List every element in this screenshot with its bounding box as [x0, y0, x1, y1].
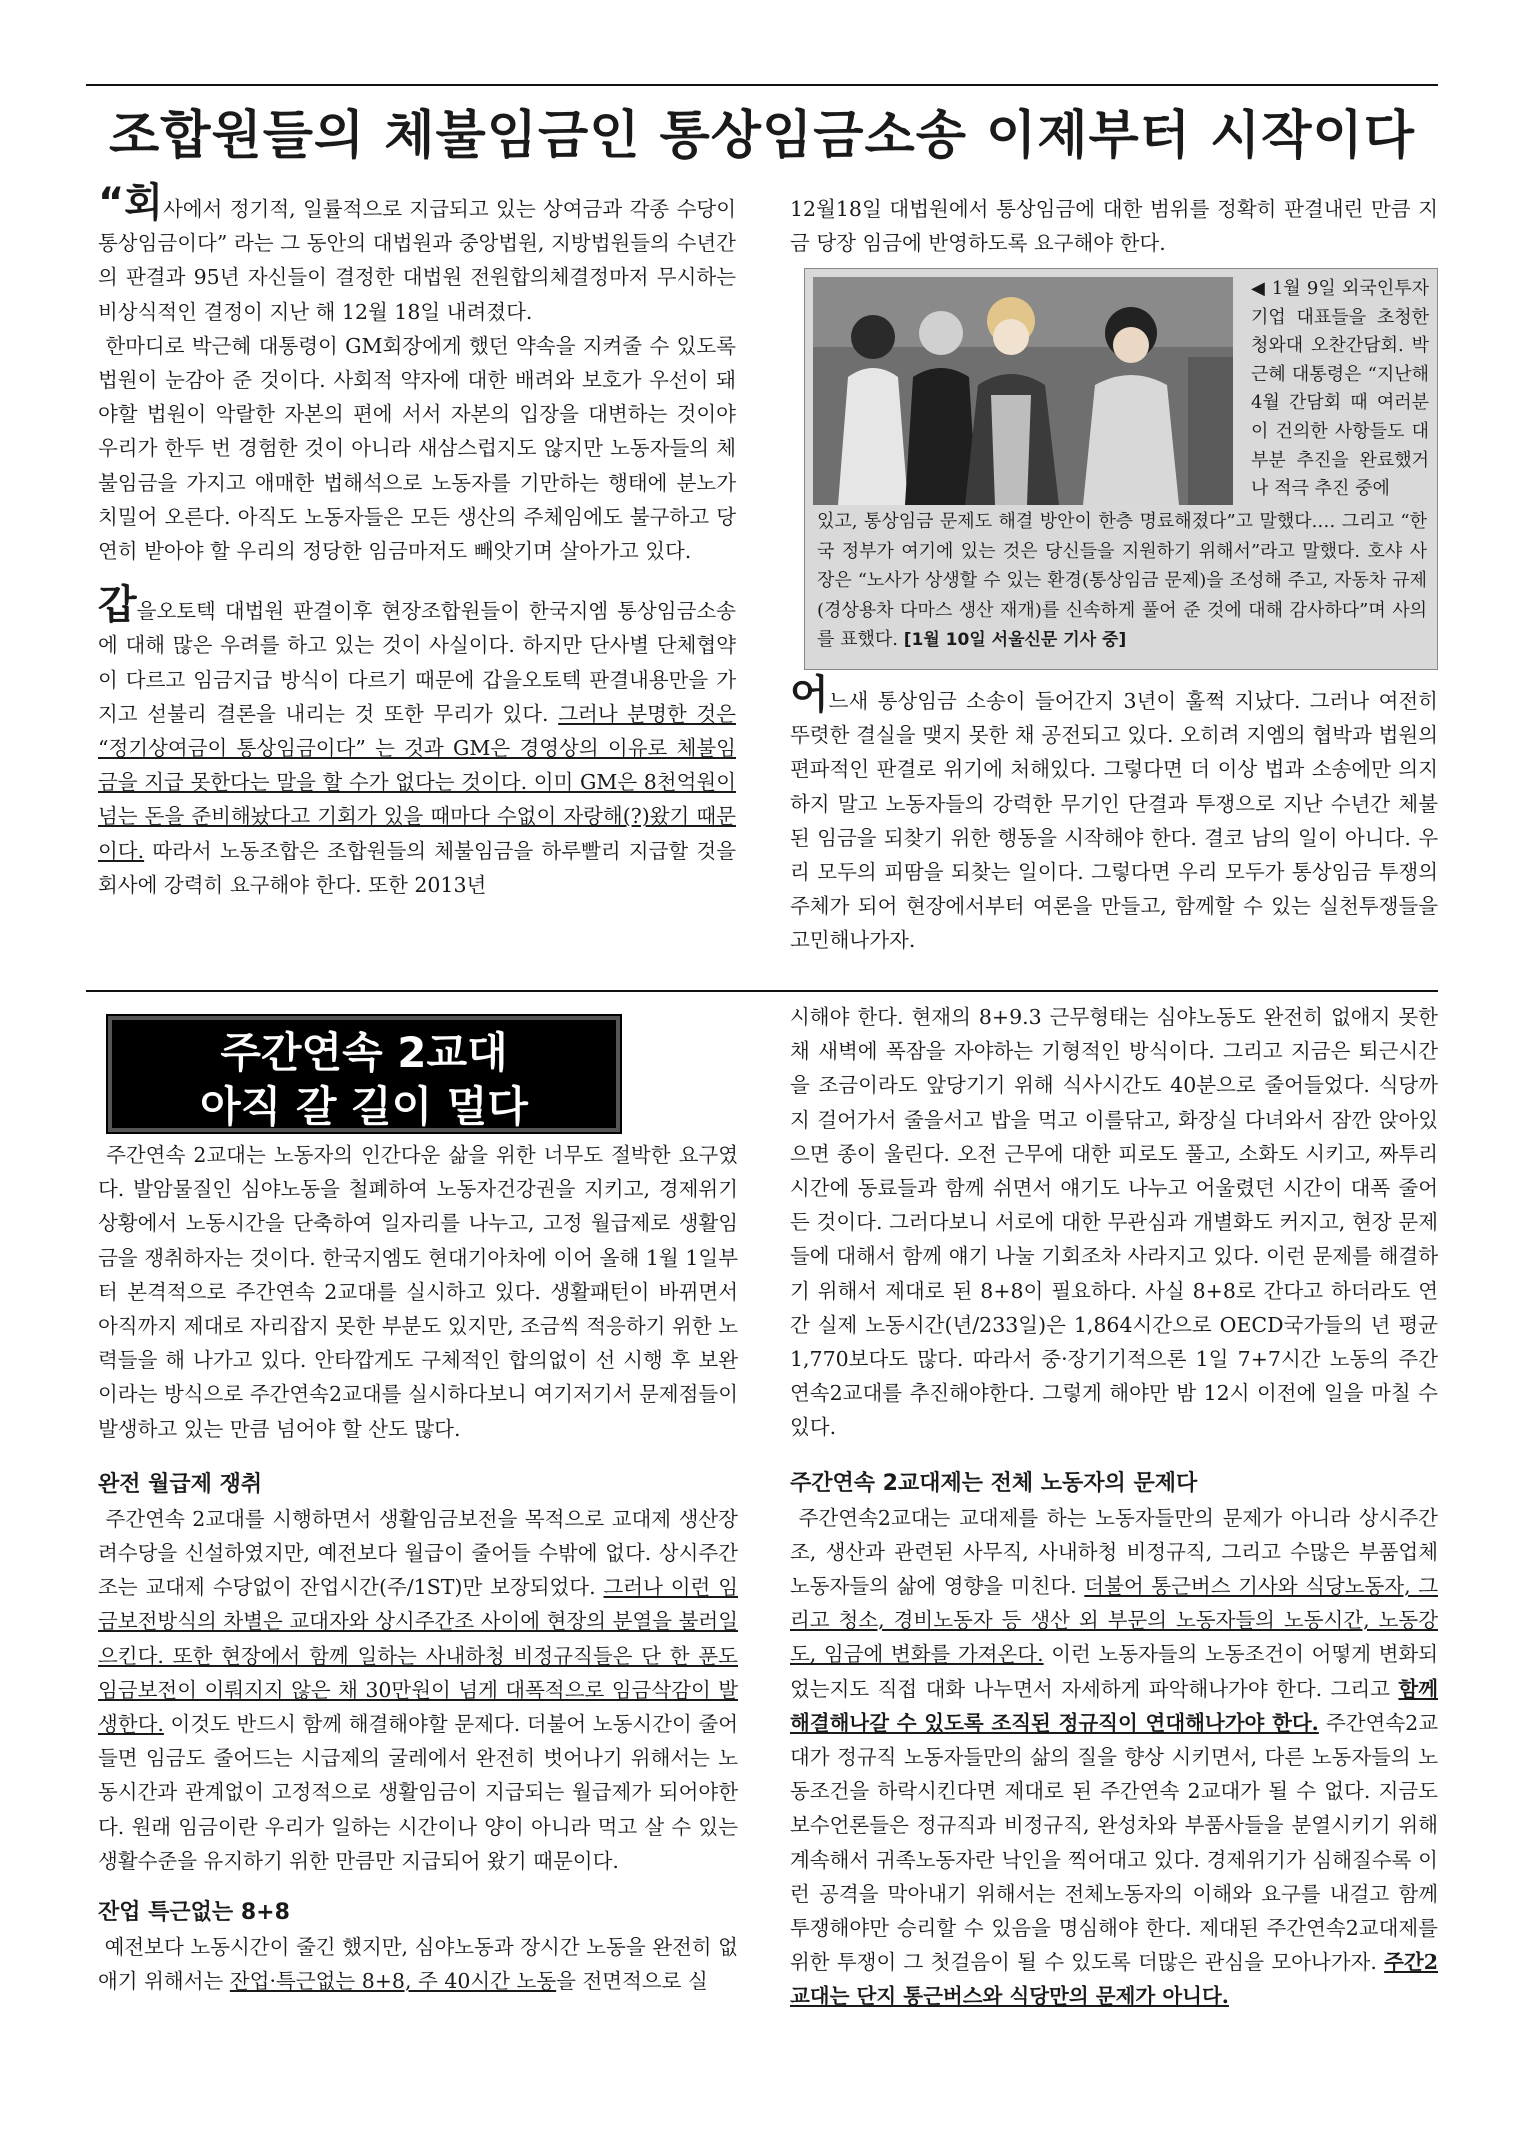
paragraph-text: 사에서 정기적, 일률적으로 지급되고 있는 상여금과 각종 수당이 통상임금이다” 라는 그 동안의 대법원과 중앙법원, 지방법원들의 수년간의 판결과 95년 자신들이 결정한 대법원 전원합의체결정마저 무시하는 비상식적인 결정이 지난 해 12월 18일 내려졌다. — [98, 197, 736, 324]
paragraph-text: 을오토텍 대법원 판결이후 현장조합원들이 한국지엠 통상임금소송에 대해 많은 우려를 하고 있는 것이 사실이다. 하지만 단사별 단체협약이 다르고 임금지급 방식이 다르기 때문에 갑을오토텍 판결내용만을 가지고 섣불리 결론을 내리는 것 또한 무리가 있다. — [98, 599, 736, 726]
paragraph — [98, 1138, 738, 1446]
underlined-bold-text: 주간2교대는 단지 통근버스와 식당만의 문제가 아니다. — [790, 1950, 1438, 2009]
paragraph-text: 주간연속 2교대는 노동자의 인간다운 삶을 위한 너무도 절박한 요구였다. 발암물질인 심야노동을 철폐하여 노동자건강권을 지키고, 경제위기 상황에서 노동시간을 단축하여 일자리를 나누고, 고정 월급제로 생활임금을 쟁취하자는 것이다. 한국지엠도 현대기아차에 이어 올해 1월 1일부터 본격적으로 주간연속 2교대를 실시하고 있다. 생활패턴이 바뀌면서 아직까지 제대로 자리잡지 못한 부분도 있지만, 조금씩 적응하기 위한 노력들을 해 나가고 있다. 안타깝게도 구체적인 합의없이 선 시행 후 보완이라는 방식으로 주간연속2교대를 실시하다보니 여기저기서 문제점들이 발생하고 있는 만큼 넘어야 할 산도 많다. — [98, 1143, 738, 1441]
paragraph — [98, 329, 736, 568]
paragraph — [790, 1501, 1438, 2014]
underlined-text: 그러나 이런 임금보전방식의 차별은 교대자와 상시주간조 사이에 현장의 분열을 불러일으킨다. 또한 현장에서 함께 일하는 사내하청 비정규직들은 단 한 푼도 임금보전이 이뤄지지 않은 채 30만원이 넘게 대폭적으로 임금삭감이 발생한다. — [98, 1575, 738, 1737]
news-photo — [813, 277, 1233, 505]
paragraph-text: 이런 노동자들의 노동조건이 어떻게 변화되었는지도 직접 대화 나누면서 자세하게 파악해나가야 한다. 그리고 — [790, 1642, 1438, 1701]
subheading: 완전 월급제 쟁취 — [98, 1471, 263, 1497]
paragraph-text: 따라서 노동조합은 조합원들의 체불임금을 하루빨리 지급할 것을 회사에 강력히 요구해야 한다. 또한 2013년 — [98, 838, 736, 897]
paragraph-text: 예전보다 노동시간이 줄긴 했지만, 심야노동과 장시간 노동을 완전히 없애기 위해서는 — [98, 1935, 738, 1994]
paragraph-text: 한마디로 박근혜 대통령이 GM회장에게 했던 약속을 지켜줄 수 있도록 법원이 눈감아 준 것이다. 사회적 약자에 대한 배려와 보호가 우선이 돼야할 법원이 악랄한 자본의 편에 서서 자본의 입장을 대변하는 것이야 우리가 한두 번 경험한 것이 아니라 새삼스럽지도 않지만 노동자들의 체불임금을 가지고 애매한 법해석으로 노동자를 기만하는 행태에 분노가 치밀어 오른다. 아직도 노동자들은 모든 생산의 주체임에도 불구하고 당연히 받아야 할 우리의 정당한 임금마저도 빼앗기며 살아가고 있다. — [98, 333, 736, 564]
article-top-left — [98, 180, 736, 902]
top-rule — [86, 84, 1438, 86]
article-top-right-2 — [790, 672, 1438, 958]
paragraph — [98, 180, 736, 329]
drop-cap: 어 — [790, 672, 829, 718]
underlined-bold-text: 함께 해결해나갈 수 있도록 조직된 정규직이 연대해나가야 한다. — [790, 1676, 1438, 1735]
middle-rule — [86, 990, 1438, 992]
underlined-text: 그러나 분명한 것은 “정기상여금이 통상임금이다” 는 것과 GM은 경영상의 이유로 체불임금을 지급 못한다는 말을 할 수가 없다는 것이다. 이미 GM은 8천억원이 넘는 돈을 준비해놨다고 기회가 있을 때마다 수없이 자랑해(?)왔기 때문이다. — [98, 701, 736, 863]
paragraph-text: 을 전면적으로 실 — [556, 1969, 708, 1994]
article-top-right — [790, 192, 1438, 260]
subheading: 잔업 특근없는 8+8 — [98, 1900, 290, 1926]
photo-caption-side: ◀ 1월 9일 외국인투자기업 대표들을 초청한 청와대 오찬간담회. 박근혜 대통령은 “지난해 4월 간담회 때 여러분이 건의한 사항들도 대부분 추진을 완료했거나 적극 추진 중에 — [1251, 278, 1429, 500]
photo-caption-bottom — [817, 507, 1427, 656]
caption-text: 있고, 통상임금 문제도 해결 방안이 한층 명료해졌다”고 말했다.… 그리고 “한국 정부가 여기에 있는 것은 당신들을 지원하기 위해서”라고 말했다. 호샤 사장은 “노사가 상생할 수 있는 환경(통상임금 문제)을 조성해 주고, 자동차 규제(경상용차 다마스 생산 재개)를 신속하게 풀어 준 것에 대해 감사하다”며 사의를 표했다. — [817, 511, 1427, 650]
article-bottom-right — [790, 1000, 1438, 2014]
paragraph — [98, 582, 736, 902]
banner-line-1: 주간연속 2교대 — [220, 1028, 508, 1077]
photo-illustration — [813, 277, 1233, 505]
paragraph-text: 느새 통상임금 소송이 들어간지 3년이 훌쩍 지났다. 그러나 여전히 뚜렷한 결실을 맺지 못한 채 공전되고 있다. 오히려 지엠의 협박과 법원의 편파적인 판결로 위기에 처해있다. 그렇다면 더 이상 법과 소송에만 의지하지 말고 노동자들의 강력한 무기인 단결과 투쟁으로 지난 수년간 체불된 임금을 되찾기 위한 행동을 시작해야 한다. 결코 남의 일이 아니다. 우리 모두의 피땀을 되찾는 일이다. 그렇다면 우리 모두가 통상임금 투쟁의 주체가 되어 현장에서부터 여론을 만들고, 함께할 수 있는 실천투쟁들을 고민해나가자. — [790, 689, 1438, 953]
underlined-text: 더불어 통근버스 기사와 식당노동자, 그리고 청소, 경비노동자 등 생산 외 부문의 노동자들의 노동시간, 노동강도, 임금에 변화를 가져온다. — [790, 1574, 1438, 1667]
paragraph-text: 주간연속 2교대를 시행하면서 생활임금보전을 목적으로 교대제 생산장려수당을 신설하였지만, 예전보다 월급이 줄어들 수밖에 없다. 상시주간조는 교대제 수당없이 잔업시간(주/1ST)만 보장되었다. — [98, 1506, 738, 1600]
photo-caption-box — [804, 268, 1438, 670]
paragraph-text: 이것도 반드시 함께 해결해야할 문제다. 더불어 노동시간이 줄어들면 임금도 줄어드는 시급제의 굴레에서 완전히 벗어나기 위해서는 노동시간과 관계없이 고정적으로 생활임금이 지급되는 월급제가 되어야한다. 원래 임금이란 우리가 일하는 시간이나 양이 아니라 먹고 살 수 있는 생활수준을 유지하기 위한 만큼만 지급되어 왔기 때문이다. — [98, 1712, 738, 1873]
section-banner — [108, 1016, 620, 1132]
underlined-text: 잔업·특근없는 8+8, 주 40시간 노동 — [229, 1969, 557, 1994]
paragraph — [98, 1930, 738, 1998]
paragraph-text: 주간연속2교대가 정규직 노동자들만의 삶의 질을 향상 시키면서, 다른 노동자들의 노동조건을 하락시킨다면 제대로 된 주간연속 2교대가 될 수 없다. 지금도 보수언론들은 정규직과 비정규직, 완성차와 부품사들을 분열시키기 위해 계속해서 귀족노동자란 낙인을 찍어대고 있다. 경제위기가 심해질수록 이런 공격을 막아내기 위해서는 전체노동자의 이해와 요구를 내걸고 함께 투쟁해야만 승리할 수 있음을 명심해야 한다. 제대된 주간연속2교대제를 위한 투쟁이 그 첫걸음이 될 수 있도록 더많은 관심을 모아나가자. — [790, 1710, 1439, 1975]
paragraph — [790, 672, 1438, 958]
article-bottom-left — [98, 1138, 738, 1998]
paragraph: 12월18일 대법원에서 통상임금에 대한 범위를 정확히 판결내린 만큼 지금 당장 임금에 반영하도록 요구해야 한다. — [790, 197, 1438, 256]
paragraph-text: 주간연속2교대는 교대제를 하는 노동자들만의 문제가 아니라 상시주간조, 생산과 관련된 사무직, 사내하청 비정규직, 그리고 수많은 부품업체 노동자들의 삶에 영향을 미친다. — [790, 1505, 1438, 1599]
caption-source: [1월 10일 서울신문 기사 중] — [903, 630, 1127, 650]
drop-cap: 갑 — [98, 582, 137, 629]
subheading: 주간연속 2교대제는 전체 노동자의 문제다 — [790, 1470, 1198, 1496]
page-headline: 조합원들의 체불임금인 통상임금소송 이제부터 시작이다 — [109, 106, 1415, 166]
drop-cap: “회 — [98, 180, 163, 226]
banner-line-2: 아직 갈 길이 멀다 — [200, 1082, 528, 1131]
paragraph: 시해야 한다. 현재의 8+9.3 근무형태는 심야노동도 완전히 없애지 못한 채 새벽에 폭잠을 자야하는 기형적인 방식이다. 그리고 지금은 퇴근시간을 조금이라도 앞당기기 위해 식사시간도 40분으로 줄어들었다. 식당까지 걸어가서 줄을서고 밥을 먹고 이를닦고, 화장실 다녀와서 잠깐 앉아있으면 종이 울린다. 오전 근무에 대한 피로도 풀고, 소화도 시키고, 짜투리 시간에 동료들과 함께 쉬면서 얘기도 나누고 어울렸던 시간이 대폭 줄어든 것이다. 그러다보니 서로에 대한 무관심과 개별화도 커지고, 현장 문제들에 대해서 함께 얘기 나눌 기회조차 사라지고 있다. 이런 문제를 해결하기 위해서 제대로 된 8+8이 필요하다. 사실 8+8로 간다고 하더라도 연간 실제 노동시간(년/233일)은 1,864시간으로 OECD국가들의 년 평균 1,770보다도 많다. 따라서 중·장기기적으론 1일 7+7시간 노동의 주간연속2교대를 추진해야한다. 그렇게 해야만 밤 12시 이전에 일을 마칠 수 있다. — [790, 1005, 1438, 1440]
paragraph — [98, 1502, 738, 1878]
